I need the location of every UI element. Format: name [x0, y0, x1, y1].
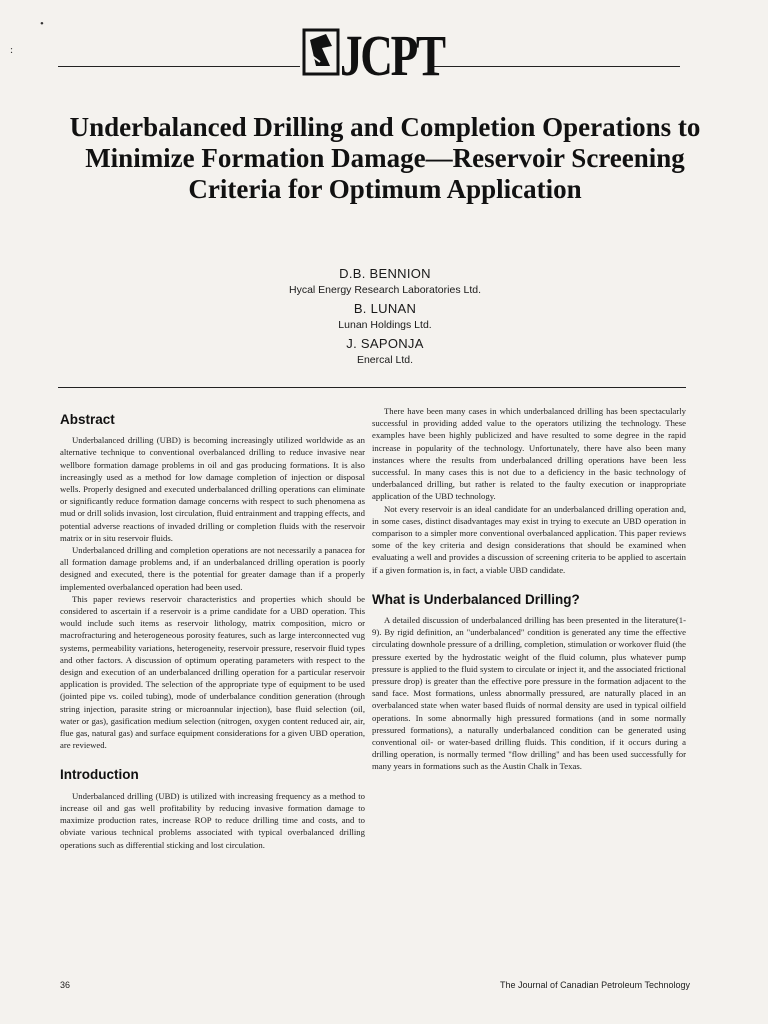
abstract-heading: Abstract	[60, 412, 115, 427]
header-rule-left	[58, 66, 300, 67]
author-affiliation: Enercal Ltd.	[356, 354, 414, 366]
page-number: 36	[60, 980, 71, 990]
introduction-paragraph: Not every reservoir is an ideal candidate for an underbalanced drilling operation and, in some cases, distinct disadvantages may exist in trying to execute an UBD operation in comparison to a simpler more conventional overbalanced application. This paper reviews some of the key criteria and design considerations that should be examined when evaluating a well and provides a discussion of screening criteria to be applied to ascertain if a given formation is, in fact, a viable UBD candidate.	[372, 503, 686, 575]
scan-mark: :	[10, 44, 14, 56]
abstract-paragraph: Underbalanced drilling and completion operations are not necessarily a panacea for all formation damage problems and, if an underbalanced drilling operation is poorly designed and executed, there is the potential for greater damage than if a properly implemented overbalanced operation had been used.	[60, 545, 365, 592]
introduction-paragraph: There have been many cases in which underbalanced drilling has been spectacularly successful in providing added value to the operators utilizing the technology. These examples have been highly publicized and have resulted to some degree in the rapid increase in popularity of the technology. Unfortunately, there have also been many instances where the results from underbalanced drilling operations have been less successful. In many cases this is not due to a deficiency in the basic technology of underbalanced drilling, but rather is related to the faulty execution or inappropriate application of the UBD technology.	[372, 406, 686, 502]
author-name: D.B. BENNION	[339, 266, 431, 281]
right-column	[372, 405, 686, 773]
section-paragraph: A detailed discussion of underbalanced drilling has been presented in the literature(1-9). By rigid definition, an "underbalanced" condition is generated any time the effective circulating downhole pressure of a drilling, completion, stimulation or workover fluid (the pressure exerted by the hydrostatic weight of the fluid column, plus whatever pump pressure is applied to the fluid system to circulate or inject it, and the associated frictional pressure drop) is greater than the effective pore pressure in the formation adjacent to the sand face. Most formations, unless abnormally pressured, are naturally placed in an overbalanced state when water based fluids of normal density are used in typical oilfield operations. In some abnormally high pressured formations (and in some normally pressured formations), a naturally underbalanced condition can be generated using conventional oil- or water-based drilling fluids. This condition, if it occurs during a drilling operation, is normally termed "flow drilling" and has been used successfully for many years in formations such as the Austin Chalk in Texas.	[372, 615, 686, 772]
scan-mark: •	[40, 18, 44, 30]
author-name: B. LUNAN	[353, 301, 417, 316]
header-rule-right	[430, 66, 680, 67]
article-title: Underbalanced Drilling and Completion Operations to Minimize Formation Damage—Reservoir Screening Criteria for Optimum Application	[69, 112, 701, 204]
author-block	[140, 265, 630, 370]
introduction-paragraph: Underbalanced drilling (UBD) is utilized with increasing frequency as a method to increase oil and gas well profitability by reducing invasive formation damage to maximize production rates, increase ROP to reduce drilling time and costs, and to obviate various technical problems associated with typical overbalanced drilling operations such as differential sticking and lost circulation.	[60, 790, 365, 850]
left-column	[60, 414, 365, 851]
author-name: J. SAPONJA	[346, 336, 424, 351]
journal-name-footer: The Journal of Canadian Petroleum Technology	[500, 980, 690, 990]
abstract-paragraph: Underbalanced drilling (UBD) is becoming increasingly utilized worldwide as an alternative technique to conventional overbalanced drilling to reduce invasive near wellbore formation damage problems in oil and gas producing formations. It is also increasingly used as a method for low damage completion of injection or disposal wells. Properly designed and executed underbalanced drilling operations can eliminate or significantly reduce formation damage concerns with respect to such phenomena as mud or drill solids invasion, lost circulation, fluid entrainment and trapping effects, and potential adverse reactions of invaded drilling or completion fluids with the reservoir matrix or in situ reservoir fluids.	[60, 435, 365, 543]
introduction-heading: Introduction	[60, 767, 139, 783]
author-affiliation: Hycal Energy Research Laboratories Ltd.	[288, 284, 481, 296]
abstract-paragraph: This paper reviews reservoir characteristics and properties which should be considered to ascertain if a reservoir is a prime candidate for a UBD operation. This would include such items as reservoir lithology, matrix composition, micro or macrofracturing and heterogeneous porosity features, such as large interconnected vug systems, permeability variations, heterogeneity, reservoir pressure, reservoir fluid types and other factors. A discussion of optimum operating parameters with respect to the design and execution of an underbalanced drilling operation for a particular reservoir application is provided. The selection of the appropriate type of equipment to be used (jointed pipe vs. coiled tubing), mode of underbalance condition generation (through string injection, parasite string or microannular injection), base fluid selection (oil, water or gas), gasification medium selection (nitrogen, oxygen content reduced air, air, flue gas, natural gas) and surface equipment considerations for a given UBD operation, are reviewed.	[60, 593, 365, 751]
section-heading-ubd: What is Underbalanced Drilling?	[372, 591, 580, 607]
author-affiliation: Lunan Holdings Ltd.	[338, 319, 432, 331]
journal-logo-text: JCPT	[340, 23, 444, 88]
section-divider-rule	[58, 387, 686, 388]
